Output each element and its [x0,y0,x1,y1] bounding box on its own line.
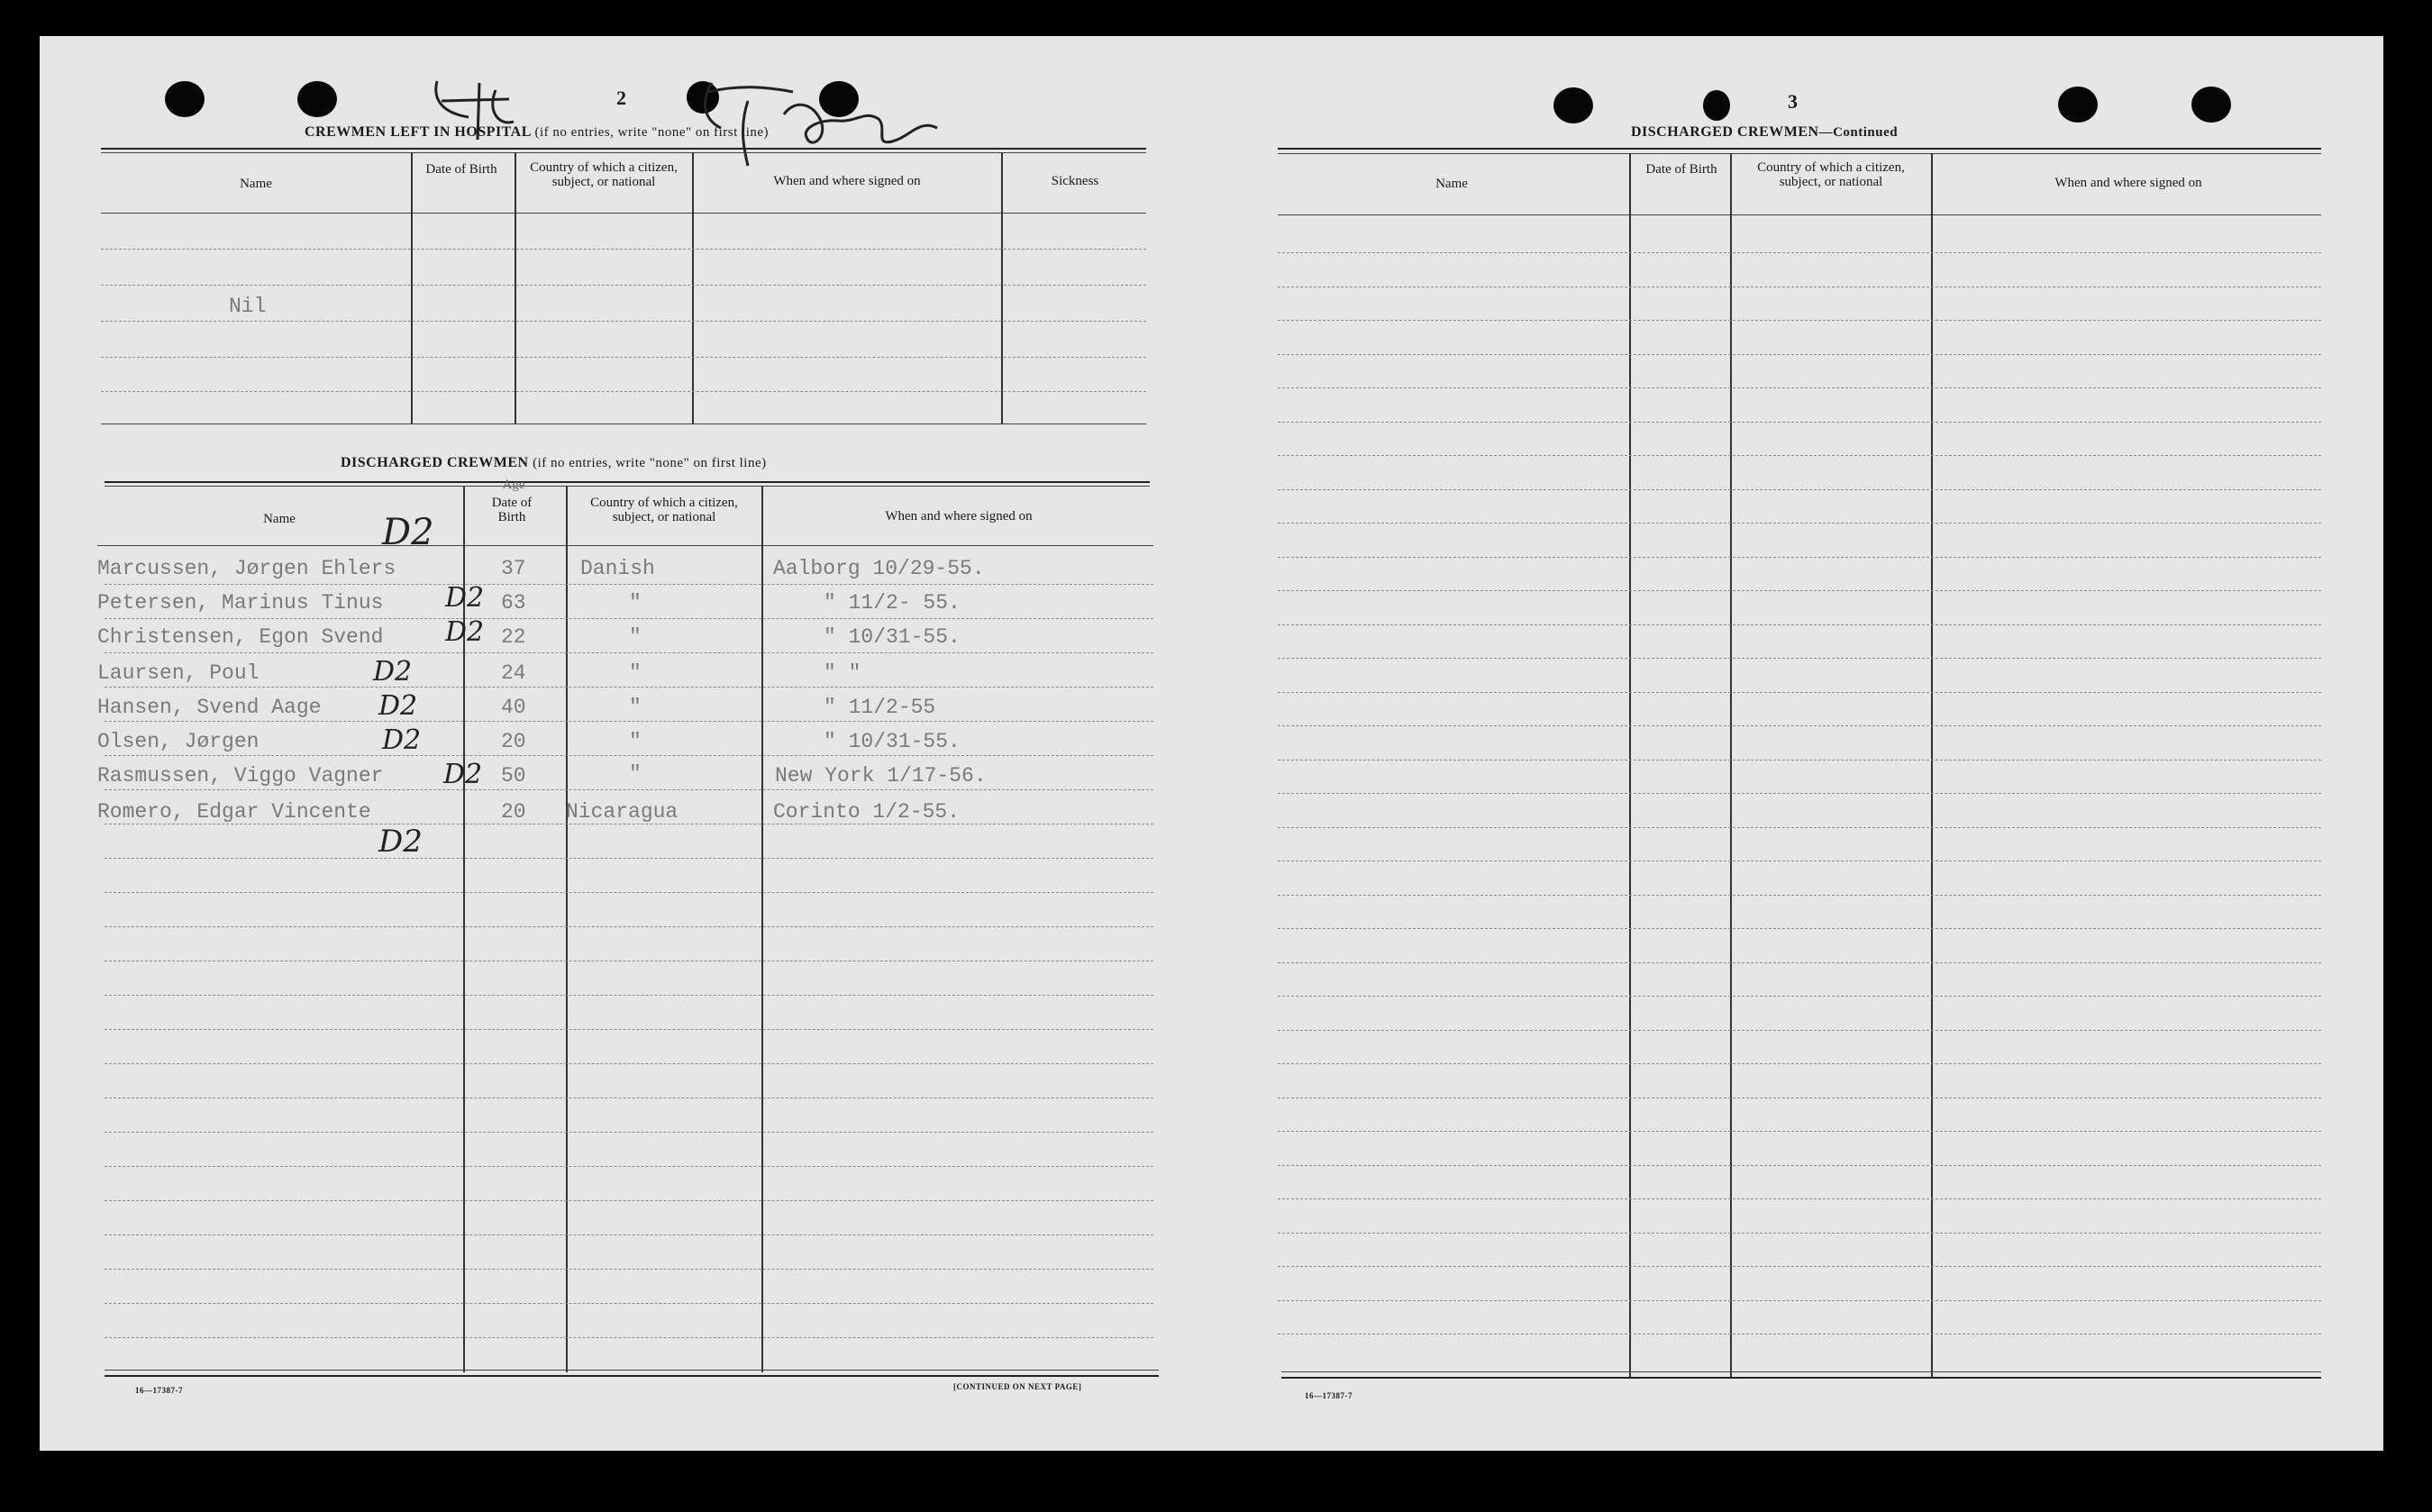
top-mark-script [424,72,523,144]
row-line [105,1234,1153,1235]
crew-country: " [629,730,642,753]
discharged-header-country: Country of which a citizen, subject, or national [590,496,738,524]
row-line [1278,996,2321,997]
crew-age: 37 [501,557,526,580]
discharged-title [341,455,767,471]
row-line [1278,354,2321,355]
crew-age: 22 [501,625,526,649]
discharged-bottom-rule [105,1375,1159,1377]
row-line [1278,1165,2321,1166]
row-line [105,1029,1153,1030]
discharged-header-signed: When and where signed on [885,509,1033,524]
crew-name: Olsen, Jørgen [97,730,260,753]
crew-signed: New York 1/17-56. [775,764,987,788]
right-header-dob: Date of Birth [1645,162,1717,177]
continued-note: [CONTINUED ON NEXT PAGE] [953,1382,1082,1391]
row-line [1278,387,2321,388]
form-number-left: 16—17387-7 [135,1386,183,1395]
crew-signed: Aalborg 10/29-55. [773,557,985,580]
row-line [1278,827,2321,828]
right-title [1631,124,1898,141]
discharge-mark: D2 [382,512,434,553]
row-line [105,858,1153,859]
row-line [1278,793,2321,794]
form-number-right: 16—17387-7 [1305,1391,1353,1400]
row-line [1278,1198,2321,1199]
col-line [1001,152,1003,424]
crew-country: " [629,625,642,649]
hospital-header-dob: Date of Birth [425,162,497,177]
crew-signed: " 11/2-55 [824,696,936,719]
right-title-text: DISCHARGED CREWMEN [1631,124,1819,140]
hospital-header-country: Country of which a citizen, subject, or national [530,160,678,189]
row-line [105,1269,1153,1270]
row-line [1278,1063,2321,1064]
row-line [1278,455,2321,456]
row-line [101,321,1146,322]
row-line [1278,1233,2321,1234]
row-line [105,1200,1153,1201]
right-bottom-rule [1281,1371,2321,1372]
right-header-country: Country of which a citizen, subject, or national [1757,160,1905,189]
crew-age: 24 [501,661,526,685]
punch-hole [1553,87,1593,123]
crew-age: 20 [501,800,526,824]
right-title-suffix: —Continued [1818,125,1899,140]
row-line [1278,928,2321,929]
row-line [105,1132,1153,1133]
discharged-header-dob: Date of Birth [491,496,533,524]
row-line [101,249,1146,250]
discharge-mark: D2 [373,656,413,688]
crew-name: Marcussen, Jørgen Ehlers [97,557,396,580]
crew-signed: " 10/31-55. [824,730,961,753]
discharge-mark: D2 [443,759,483,790]
discharge-mark: D2 [382,724,422,756]
row-line [1278,1266,2321,1267]
crew-country: " [629,762,642,786]
discharged-header-name: Name [263,512,296,526]
row-line [105,1063,1153,1064]
row-line [105,892,1153,893]
row-line [1278,1030,2321,1031]
row-line [1278,557,2321,558]
ship-name-text: Aalborg [685,65,688,66]
col-line [1730,153,1732,1377]
row-line [105,584,1153,585]
crew-age: 50 [501,764,526,788]
col-line [692,152,694,424]
hospital-rule [101,152,1146,153]
row-line [105,721,1153,722]
hospital-entry: Nil [229,295,267,318]
hospital-header-rule [101,213,1146,214]
col-line [411,152,413,424]
row-line [105,687,1153,688]
crew-country: Danish [580,557,655,580]
discharge-mark: D2 [445,616,485,648]
row-line [1278,658,2321,659]
row-line [1278,320,2321,321]
crew-country: " [629,591,642,615]
hospital-header-signed: When and where signed on [773,174,921,188]
crew-name: Hansen, Svend Aage [97,696,322,719]
discharge-mark: D2 [378,690,418,722]
row-line [1278,252,2321,253]
crew-signed: Corinto 1/2-55. [773,800,961,824]
hospital-rule [101,148,1146,150]
punch-hole [2058,87,2098,123]
row-line [105,755,1153,756]
discharged-rule [105,481,1150,483]
discharged-rule [105,486,1150,487]
right-header-name: Name [1435,177,1468,191]
page-number-right: 3 [1788,90,1798,113]
punch-hole [297,81,337,117]
row-line [105,926,1153,927]
row-line [1278,523,2321,524]
row-line [1278,895,2321,896]
crew-name: Rasmussen, Viggo Vagner [97,764,384,788]
col-line [1629,153,1631,1377]
row-line [101,357,1146,358]
crew-country: " [629,661,642,685]
punch-hole [2191,87,2231,123]
row-line [1278,624,2321,625]
right-rule [1278,148,2321,150]
row-line [105,789,1153,790]
crew-age: 63 [501,591,526,615]
row-line [1278,422,2321,423]
punch-hole [1703,90,1730,121]
row-line [105,1166,1153,1167]
discharged-header-rule [97,545,1153,546]
row-line [105,995,1153,996]
discharge-mark: D2 [445,582,485,614]
row-line [1278,725,2321,726]
crew-signed: " " [824,661,861,685]
crew-signed: " 10/31-55. [824,625,961,649]
row-line [1278,590,2321,591]
crew-age: 20 [501,730,526,753]
right-rule [1278,153,2321,154]
crew-name: Christensen, Egon Svend [97,625,384,649]
right-header-signed: When and where signed on [2054,176,2202,190]
right-header-rule [1278,214,2321,215]
row-line [101,391,1146,392]
col-line [1931,153,1933,1377]
hospital-title-text: CREWMEN LEFT IN HOSPITAL [305,124,532,140]
crew-country: " [629,696,642,719]
row-line [1278,760,2321,761]
row-line [105,652,1153,653]
hospital-header-sickness: Sickness [1051,174,1099,188]
crew-name: Laursen, Poul [97,661,260,685]
row-line [105,1337,1153,1338]
right-bottom-rule [1281,1377,2321,1379]
page-number-left: 2 [616,87,626,109]
discharged-bottom-rule [105,1370,1159,1371]
discharged-title-note: (if no entries, write "none" on first line) [533,456,767,470]
discharge-mark: D2 [378,824,423,860]
row-line [105,618,1153,619]
crew-name: Petersen, Marinus Tinus [97,591,384,615]
hospital-header-name: Name [240,177,272,191]
crew-signed: " 11/2- 55. [824,591,961,615]
row-line [1278,1131,2321,1132]
row-line [1278,692,2321,693]
col-line [515,152,516,424]
row-line [105,1303,1153,1304]
punch-hole [165,81,205,117]
crew-name: Romero, Edgar Vincente [97,800,371,824]
row-line [1278,489,2321,490]
row-line [1278,962,2321,963]
hospital-title-note: (if no entries, write "none" on first line) [534,125,770,140]
row-line [101,285,1146,286]
crew-age: 40 [501,696,526,719]
row-line [1278,1300,2321,1301]
discharged-title-text: DISCHARGED CREWMEN [341,455,529,470]
crew-country: Nicaragua [566,800,679,824]
discharged-header-age: Age [502,478,525,492]
ship-name-script [685,65,955,173]
